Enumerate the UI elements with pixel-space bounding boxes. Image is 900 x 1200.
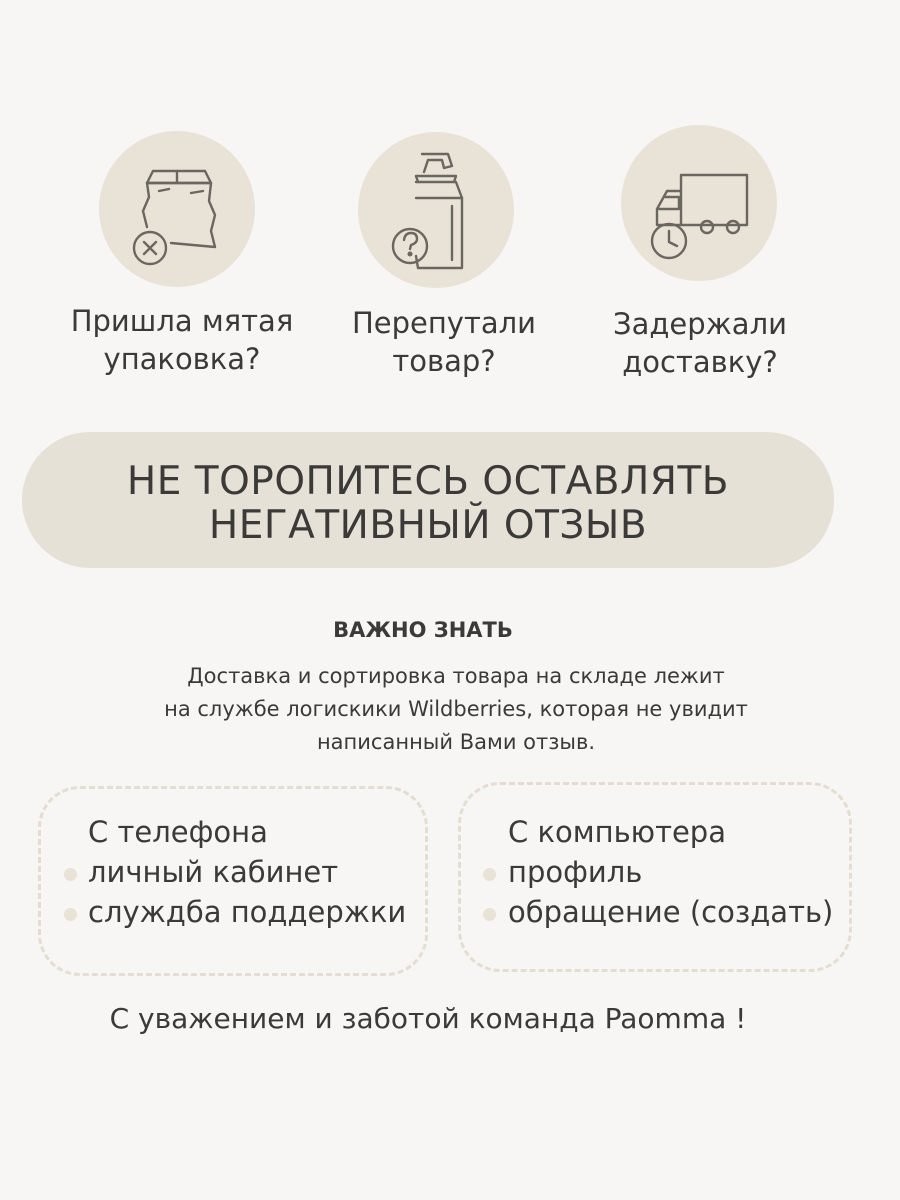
phone-box-title: С телефона — [88, 815, 268, 849]
bullet-dot — [64, 868, 77, 881]
issue-1-caption — [52, 302, 312, 378]
banner-pill — [22, 432, 834, 568]
important-text — [0, 660, 900, 759]
issue-3-icon-circle — [621, 125, 777, 281]
delayed-delivery-icon — [621, 125, 777, 281]
computer-box-title: С компьютера — [508, 815, 726, 849]
issue-3-caption-line-2: доставку? — [622, 345, 778, 379]
signoff-text: С уважением и заботой команда Paomma ! — [109, 1002, 747, 1035]
crumpled-package-icon — [99, 131, 255, 287]
phone-item-1: личный кабинет — [88, 855, 339, 889]
issue-2-caption-line-1: Перепутали — [351, 306, 537, 340]
issue-3-caption — [570, 305, 830, 381]
issue-2-caption — [314, 304, 574, 380]
phone-item-2: служдба поддержки — [88, 895, 407, 929]
bullet-dot — [64, 908, 77, 921]
banner-text — [22, 460, 834, 548]
issue-2-icon-circle — [358, 132, 514, 288]
bullet-dot — [483, 868, 496, 881]
important-title: ВАЖНО ЗНАТЬ — [333, 618, 513, 642]
important-line-3: написанный Вами отзыв. — [316, 730, 596, 754]
computer-item-2: обращение (создать) — [508, 895, 834, 929]
important-line-1: Доставка и сортировка товара на складе лежит — [187, 664, 725, 688]
issue-3-caption-line-1: Задержали — [613, 307, 787, 341]
banner-line-1: НЕ ТОРОПИТЕСЬ ОСТАВЛЯТЬ — [126, 459, 730, 504]
banner-line-2: НЕГАТИВНЫЙ ОТЗЫВ — [208, 503, 648, 548]
computer-item-1: профиль — [508, 855, 643, 889]
issue-1-icon-circle — [99, 131, 255, 287]
bullet-dot — [483, 908, 496, 921]
issue-2-caption-line-2: товар? — [392, 344, 496, 378]
issue-1-caption-line-2: упаковка? — [103, 342, 261, 376]
wrong-product-icon — [358, 132, 514, 288]
important-line-2: на службе логискики Wildberries, которая не увидит — [164, 697, 748, 721]
issue-1-caption-line-1: Пришла мятая — [70, 304, 294, 338]
